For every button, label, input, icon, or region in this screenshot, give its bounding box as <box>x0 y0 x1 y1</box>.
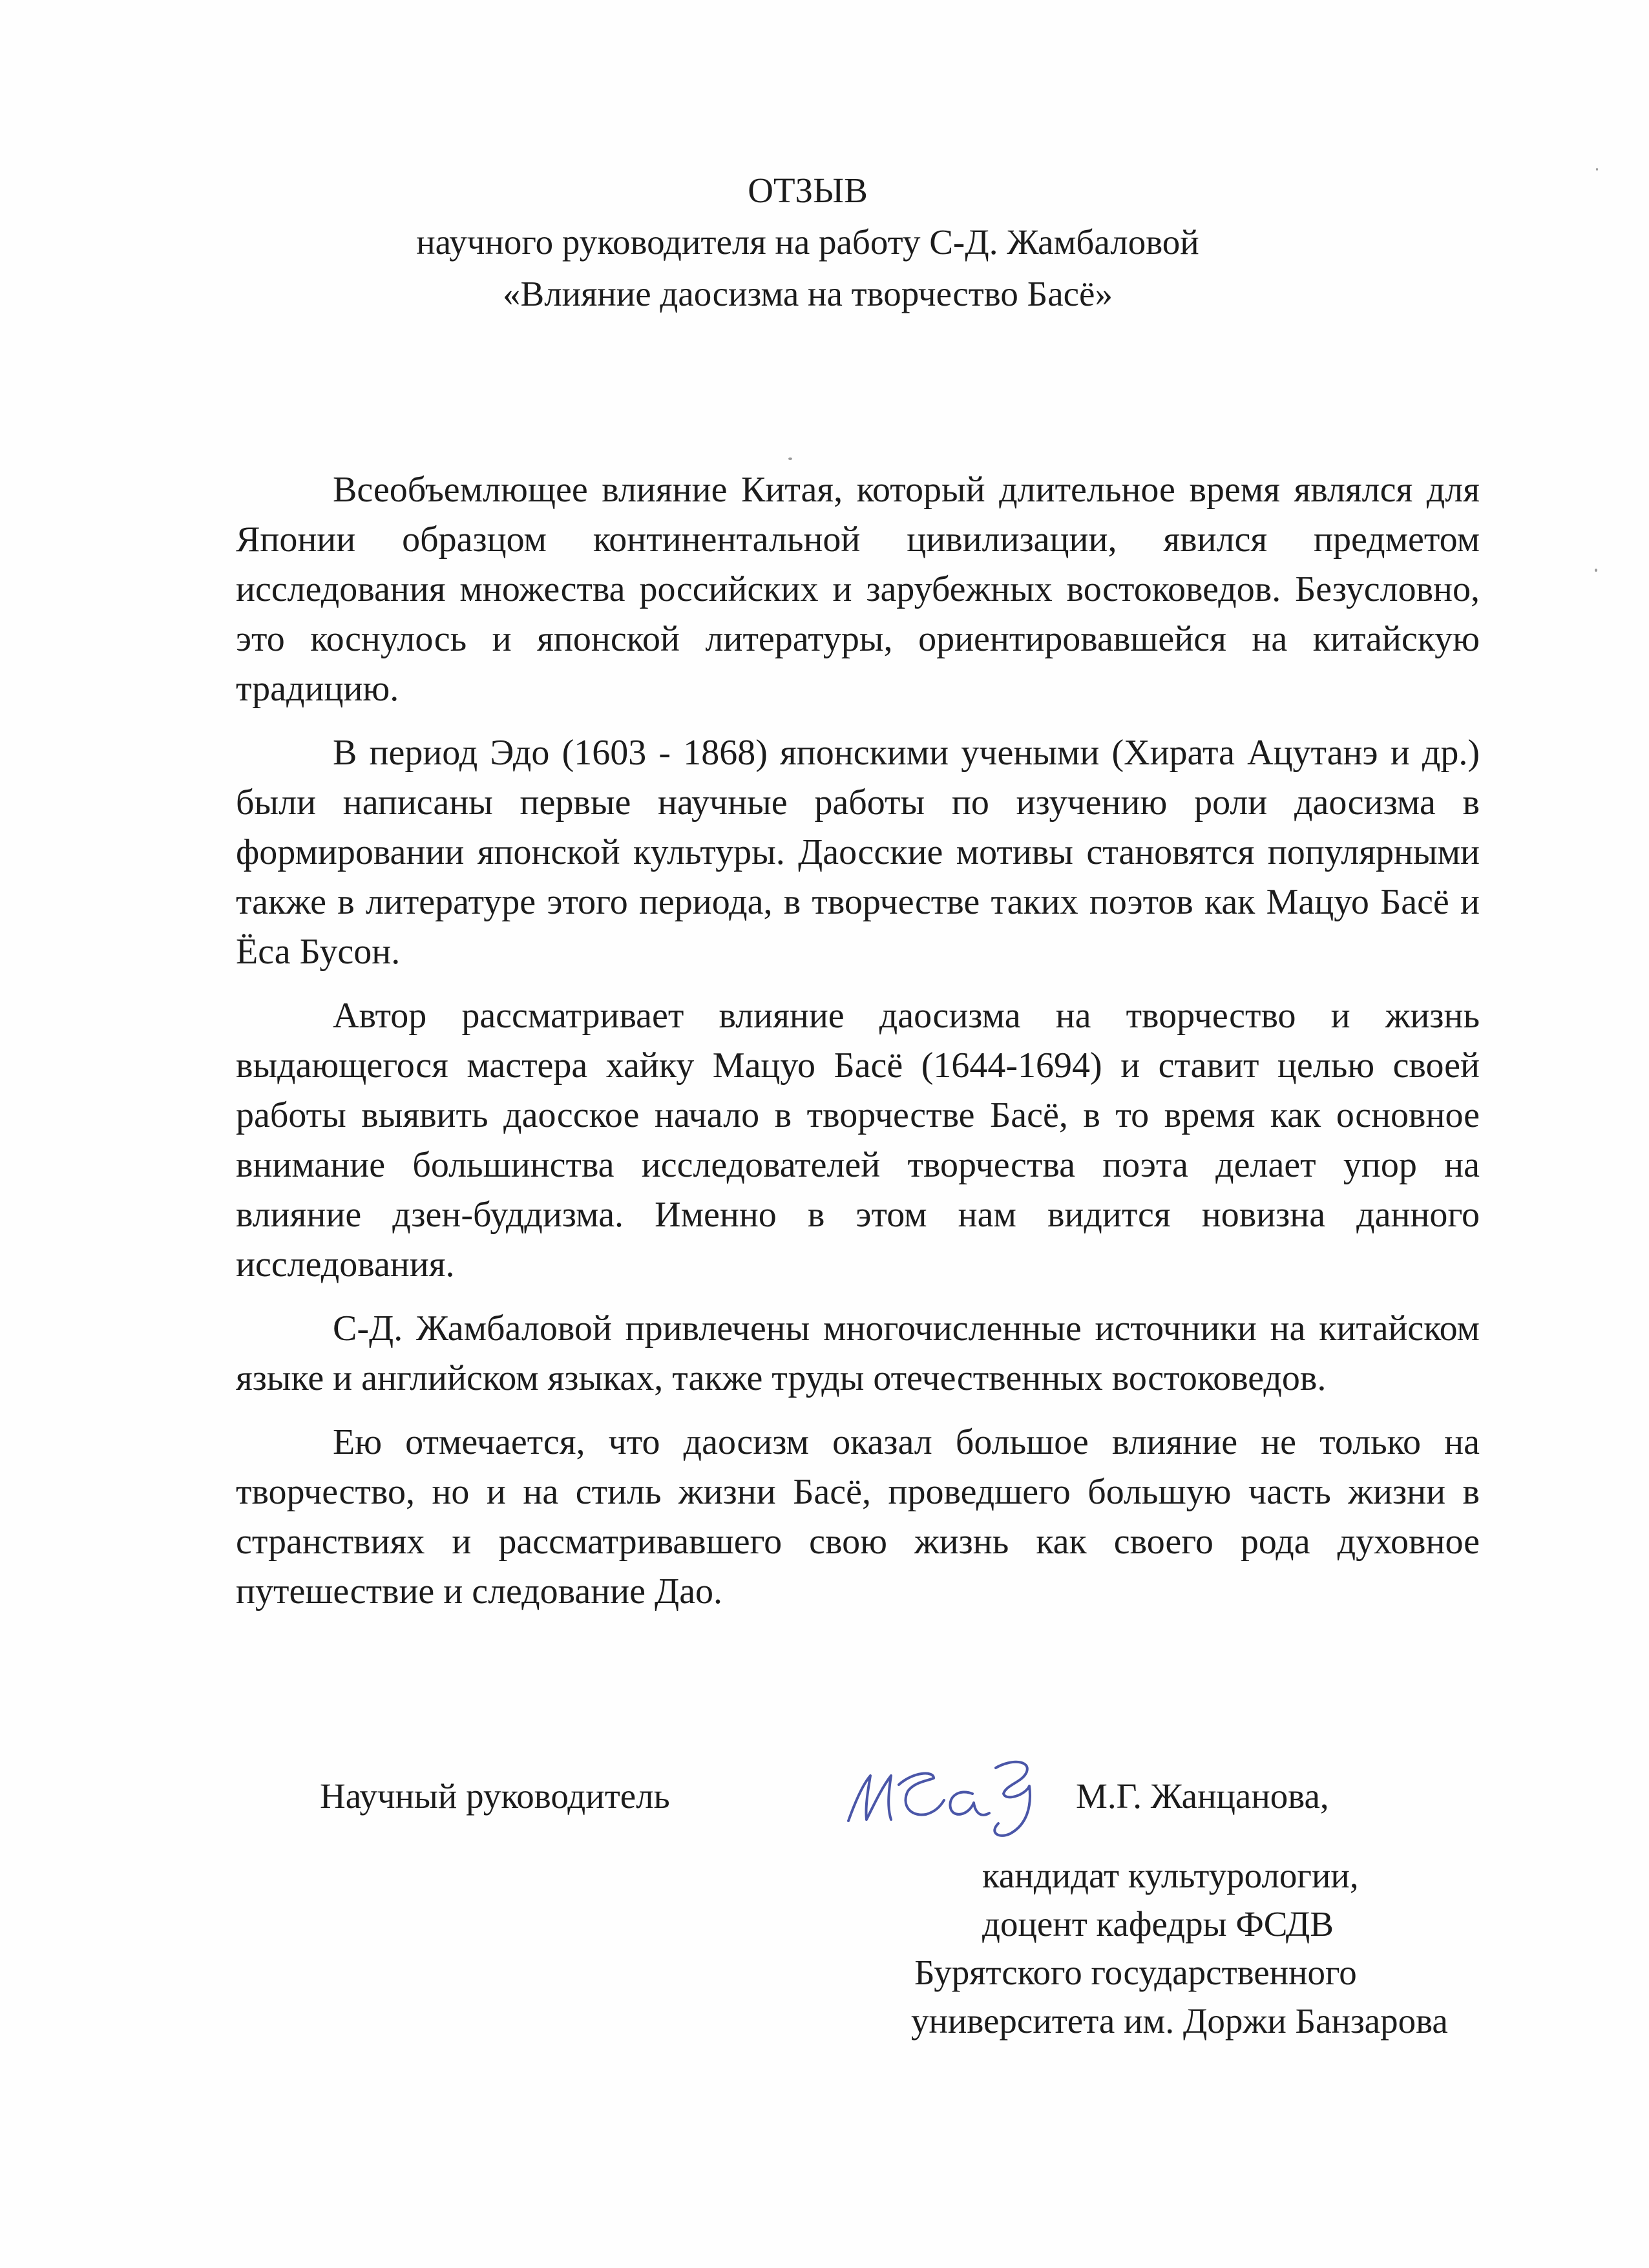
scan-speck <box>788 457 792 460</box>
paragraph-4: С-Д. Жамбаловой привлечены многочисленные источники на китайском языке и английском языках, также труды отечественных востоковедов. <box>236 1308 1480 1398</box>
credential-degree: кандидат культурологии, <box>982 1856 1359 1895</box>
document-subtitle: научного руководителя на работу С-Д. Жамбаловой <box>416 222 1199 262</box>
document-title: ОТЗЫВ <box>748 171 868 210</box>
scan-speck <box>1596 168 1598 171</box>
review-body <box>236 465 1480 1631</box>
credential-university-line1: Бурятского государственного <box>914 1953 1357 1992</box>
paragraph-1: Всеобъемлющее влияние Китая, который длительное время являлся для Японии образцом континентальной цивилизации, явился предметом исследования множества российских и зарубежных востоковедов. Безусловно, это коснулось и японской литературы, ориентировавшейся на китайскую традицию. <box>236 470 1480 709</box>
paragraph-3: Автор рассматривает влияние даосизма на творчество и жизнь выдающегося мастера хайку Мацуо Басё (1644-1694) и ставит целью своей работы выявить даосское начало в творчестве Басё, в то время как основное внимание большинства исследователей творчества поэта делает упор на влияние дзен-буддизма. Именно в этом нам видится новизна данного исследования. <box>236 996 1480 1285</box>
signature-label: Научный руководитель <box>320 1776 670 1816</box>
document-header <box>194 165 1422 320</box>
credential-position: доцент кафедры ФСДВ <box>982 1904 1334 1944</box>
scan-speck <box>1595 569 1597 572</box>
supervisor-name: М.Г. Жанцанова, <box>1076 1776 1329 1816</box>
paragraph-2: В период Эдо (1603 - 1868) японскими учеными (Хирата Ацутанэ и др.) были написаны первые научные работы по изучению роли даосизма в формировании японской культуры. Даосские мотивы становятся популярными также в литературе этого периода, в творчестве таких поэтов как Мацуо Басё и Ёса Бусон. <box>236 733 1480 972</box>
supervisor-credentials <box>911 1851 1493 2045</box>
work-title: «Влияние даосизма на творчество Басё» <box>503 274 1113 313</box>
handwritten-signature <box>837 1745 1050 1842</box>
credential-university-line2: университета им. Доржи Банзарова <box>911 2001 1448 2041</box>
paragraph-5: Ею отмечается, что даосизм оказал большое влияние не только на творчество, но и на стиль жизни Басё, проведшего большую часть жизни в странствиях и рассматривавшего свою жизнь как своего рода духовное путешествие и следование Дао. <box>236 1422 1480 1612</box>
